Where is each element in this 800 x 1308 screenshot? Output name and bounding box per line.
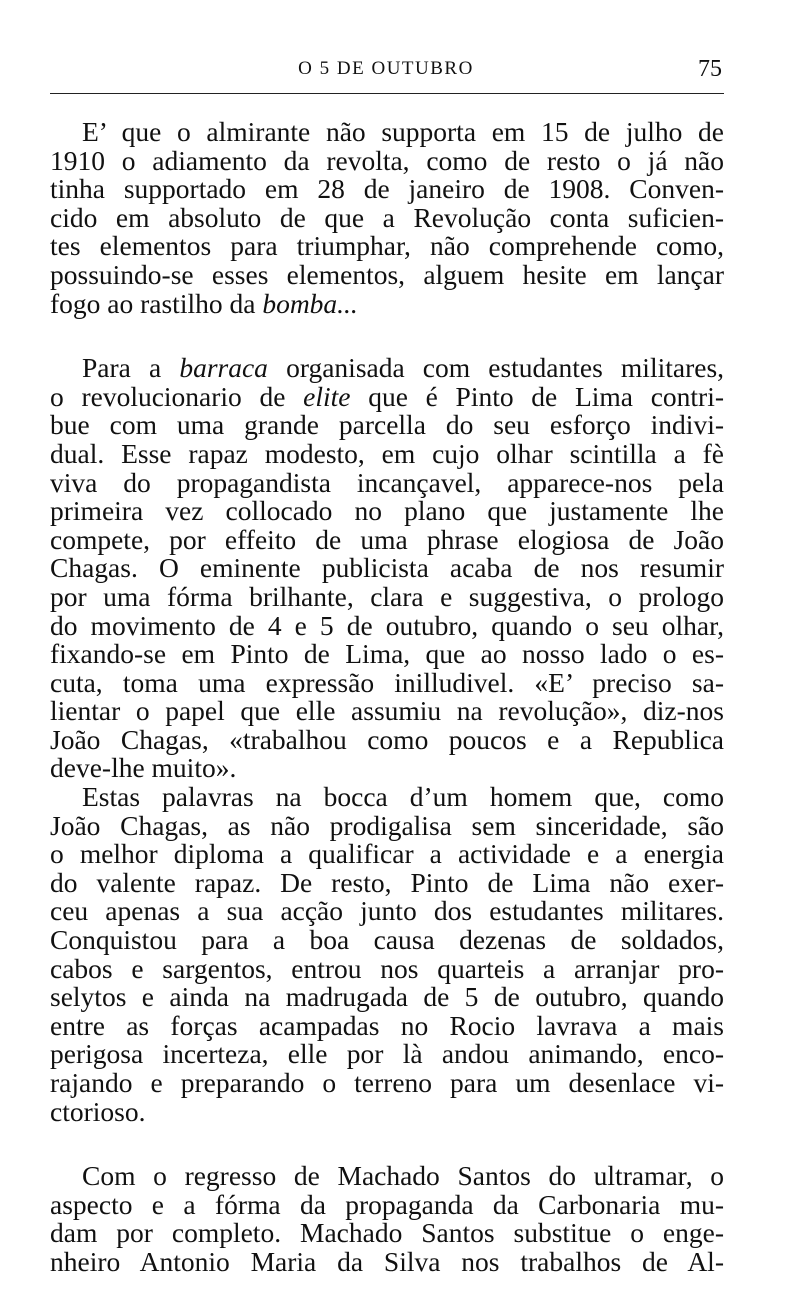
text-line: dam por completo. Machado Santos substitue o enge-	[50, 1217, 724, 1249]
text-line: selytos e ainda na madrugada de 5 de outubro, quando	[50, 981, 724, 1013]
text-line: o melhor diploma a qualificar a actividade e a energia	[50, 838, 724, 870]
text-line: bue com uma grande parcella do seu esforço indivi-	[50, 409, 724, 441]
body-text	[50, 118, 724, 1277]
paragraph-1	[50, 118, 724, 318]
text-line: lientar o papel que elle assumiu na revolução», diz-nos	[50, 695, 724, 727]
text-line: cabos e sargentos, entrou nos quarteis a arranjar pro-	[50, 952, 724, 984]
text-line: compete, por effeito de uma phrase elogiosa de João	[50, 523, 724, 555]
page-header	[50, 58, 722, 98]
header-rule	[50, 93, 724, 94]
text-line	[50, 380, 725, 412]
text-line: tes elementos para triumphar, não comprehende como,	[50, 230, 724, 262]
text-line: do movimento de 4 e 5 de outubro, quando o seu olhar,	[50, 609, 724, 641]
text-line	[50, 287, 724, 319]
italic-term-barraca: barraca	[179, 352, 268, 384]
paragraph-4	[50, 1162, 724, 1276]
paragraph-3	[50, 783, 724, 1126]
text-line: Com o regresso de Machado Santos do ultramar, o	[82, 1160, 724, 1192]
text-line: entre as forças acampadas no Rocio lavrava a mais	[50, 1009, 724, 1041]
text-line	[50, 354, 724, 383]
text-line: do valente rapaz. De resto, Pinto de Lima não exer-	[50, 866, 724, 898]
paragraph-2	[50, 354, 724, 783]
text-line: aspecto e a fórma da propaganda da Carbonaria mu-	[50, 1188, 724, 1220]
text-line: cido em absoluto de que a Revolução conta suficien-	[50, 201, 724, 233]
text-line: dual. Esse rapaz modesto, em cujo olhar scintilla a fè	[50, 437, 724, 469]
text-line: perigosa incerteza, elle por là andou animando, enco-	[50, 1038, 724, 1070]
text-line: primeira vez collocado no plano que justamente lhe	[50, 495, 724, 527]
paragraph-gap	[50, 1126, 724, 1162]
text-line: tinha supportado em 28 de janeiro de 1908. Conven-	[50, 173, 724, 205]
text-segment: fogo ao rastilho da	[50, 287, 256, 319]
running-title: O 5 DE OUTUBRO	[298, 58, 474, 79]
italic-term-elite: elite	[303, 380, 351, 412]
text-line: João Chagas, as não prodigalisa sem sinceridade, são	[50, 809, 724, 841]
text-segment: organisada com estudantes militares,	[286, 352, 725, 384]
text-line: viva do propagandista incançavel, apparece-nos pela	[50, 466, 724, 498]
text-line: ctorioso.	[50, 1095, 146, 1127]
text-line: possuindo-se esses elementos, alguem hesite em lançar	[50, 258, 724, 290]
text-line: Chagas. O eminente publicista acaba de nos resumir	[50, 552, 724, 584]
text-segment: o revolucionario de	[50, 380, 286, 412]
text-line: deve-lhe muito».	[50, 752, 237, 784]
text-line: nheiro Antonio Maria da Silva nos trabalhos de Al-	[50, 1245, 724, 1277]
text-line: 1910 o adiamento da revolta, como de resto o já não	[50, 144, 724, 176]
italic-term-bomba: bomba...	[262, 287, 358, 319]
text-line: cuta, toma uma expressão inilludivel. «E’ preciso sa-	[50, 666, 724, 698]
text-segment: que é Pinto de Lima contri-	[368, 380, 725, 412]
text-line: Conquistou para a boa causa dezenas de soldados,	[50, 924, 724, 956]
text-line: ceu apenas a sua acção junto dos estudantes militares.	[50, 895, 724, 927]
text-line: João Chagas, «trabalhou como poucos e a Republica	[50, 723, 724, 755]
paragraph-gap	[50, 318, 724, 354]
text-line: fixando-se em Pinto de Lima, que ao nosso lado o es-	[50, 638, 724, 670]
text-line: por uma fórma brilhante, clara e suggestiva, o prologo	[50, 580, 724, 612]
page-number: 75	[698, 56, 722, 82]
text-line: E’ que o almirante não supporta em 15 de julho de	[82, 116, 724, 147]
text-segment: Para a	[82, 352, 162, 384]
text-line: rajando e preparando o terreno para um desenlace vi-	[50, 1067, 724, 1098]
text-line: Estas palavras na bocca d’um homem que, como	[82, 781, 724, 813]
